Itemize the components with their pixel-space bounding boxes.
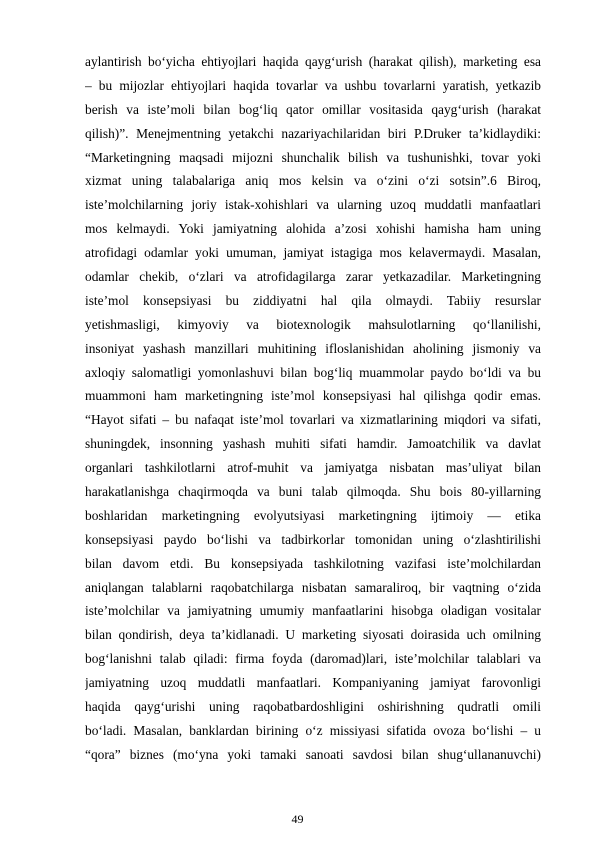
text-line: aylantirish bo‘yicha ehtiyojlari haqida qayg‘urish (harakat qilish), marketing esa	[85, 54, 541, 69]
text-line: mos kelmaydi. Yoki jamiyatning alohida a’zosi xohishi hamisha ham uning	[85, 221, 541, 237]
text-line: xizmat uning talabalariga aniq mos kelsin va o‘zini o‘zi sotsin”.6 Biroq,	[85, 173, 541, 189]
text-line: bog‘lanishni talab qiladi: firma foyda (daromad)lari, iste’molchilar talablari va	[85, 651, 541, 667]
body-text	[85, 50, 541, 767]
text-line: “Marketingning maqsadi mijozni shunchalik bilish va tushunishki, tovar yoki	[85, 149, 541, 165]
text-line: “Hayot sifati – bu nafaqat iste’mol tovarlari va xizmatlarining miqdori va sifati,	[85, 412, 541, 428]
text-line: haqida qayg‘urishi uning raqobatbardoshligini oshirishning qudratli omili	[85, 699, 541, 715]
text-line: boshlaridan marketingning evolyutsiyasi marketingning ijtimoiy — etika	[85, 507, 541, 523]
text-line: jamiyatning uzoq muddatli manfaatlari. Kompaniyaning jamiyat farovonligi	[85, 675, 541, 691]
page-number: 49	[291, 812, 304, 826]
text-line: – bu mijozlar ehtiyojlari haqida tovarlar va ushbu tovarlarni yaratish, yetkazib	[85, 77, 541, 93]
text-line: “qora” biznes (mo‘yna yoki tamaki sanoati savdosi bilan shug‘ullananuvchi)	[85, 746, 541, 762]
text-line: iste’molchilar va jamiyatning umumiy manfaatlarini hisobga oladigan vositalar	[85, 603, 541, 619]
text-line: insoniyat yashash manzillari muhitining ifloslanishidan aholining jismoniy va	[85, 340, 541, 356]
text-line: iste’molchilarning joriy istak-xohishlari va ularning uzoq muddatli manfaatlari	[85, 197, 541, 213]
text-line: axloqiy salomatligi yomonlashuvi bilan bog‘liq muammolar paydo bo‘ldi va bu	[85, 364, 541, 380]
text-line: yetishmasligi, kimyoviy va biotexnologik mahsulotlarning qo‘llanilishi,	[85, 316, 541, 332]
text-line: muammoni ham marketingning iste’mol konsepsiyasi hal qilishga qodir emas.	[85, 388, 541, 404]
text-line: harakatlanishga chaqirmoqda va buni talab qilmoqda. Shu bois 80-yillarning	[85, 484, 541, 500]
text-line: atrofidagi odamlar yoki umuman, jamiyat istagiga mos kelavermaydi. Masalan,	[85, 245, 541, 261]
text-line: iste’mol konsepsiyasi bu ziddiyatni hal qila olmaydi. Tabiiy resurslar	[85, 292, 541, 308]
text-line: bo‘ladi. Masalan, banklardan birining o‘z missiyasi sifatida ovoza bo‘lishi – u	[85, 722, 541, 738]
text-line: aniqlangan talablarni raqobatchilarga nisbatan samaraliroq, bir vaqtning o‘zida	[85, 579, 541, 595]
text-line: berish va iste’moli bilan bog‘liq qator omillar vositasida qayg‘urish (harakat	[85, 101, 541, 117]
text-line: bilan davom etdi. Bu konsepsiyada tashkilotning vazifasi iste’molchilardan	[85, 555, 541, 571]
text-line: konsepsiyasi paydo bo‘lishi va tadbirkorlar tomonidan uning o‘zlashtirilishi	[85, 531, 541, 547]
text-line: qilish)”. Menejmentning yetakchi nazariyachilaridan biri P.Druker ta’kidlaydiki:	[85, 125, 541, 141]
text-line: odamlar chekib, o‘zlari va atrofidagilarga zarar yetkazadilar. Marketingning	[85, 269, 541, 285]
text-line: shuningdek, insonning yashash muhiti sifati hamdir. Jamoatchilik va davlat	[85, 436, 541, 452]
text-line: bilan qondirish, deya ta’kidlanadi. U marketing siyosati doirasida uch omilning	[85, 627, 541, 643]
text-line: organlari tashkilotlarni atrof-muhit va jamiyatga nisbatan mas’uliyat bilan	[85, 460, 541, 476]
